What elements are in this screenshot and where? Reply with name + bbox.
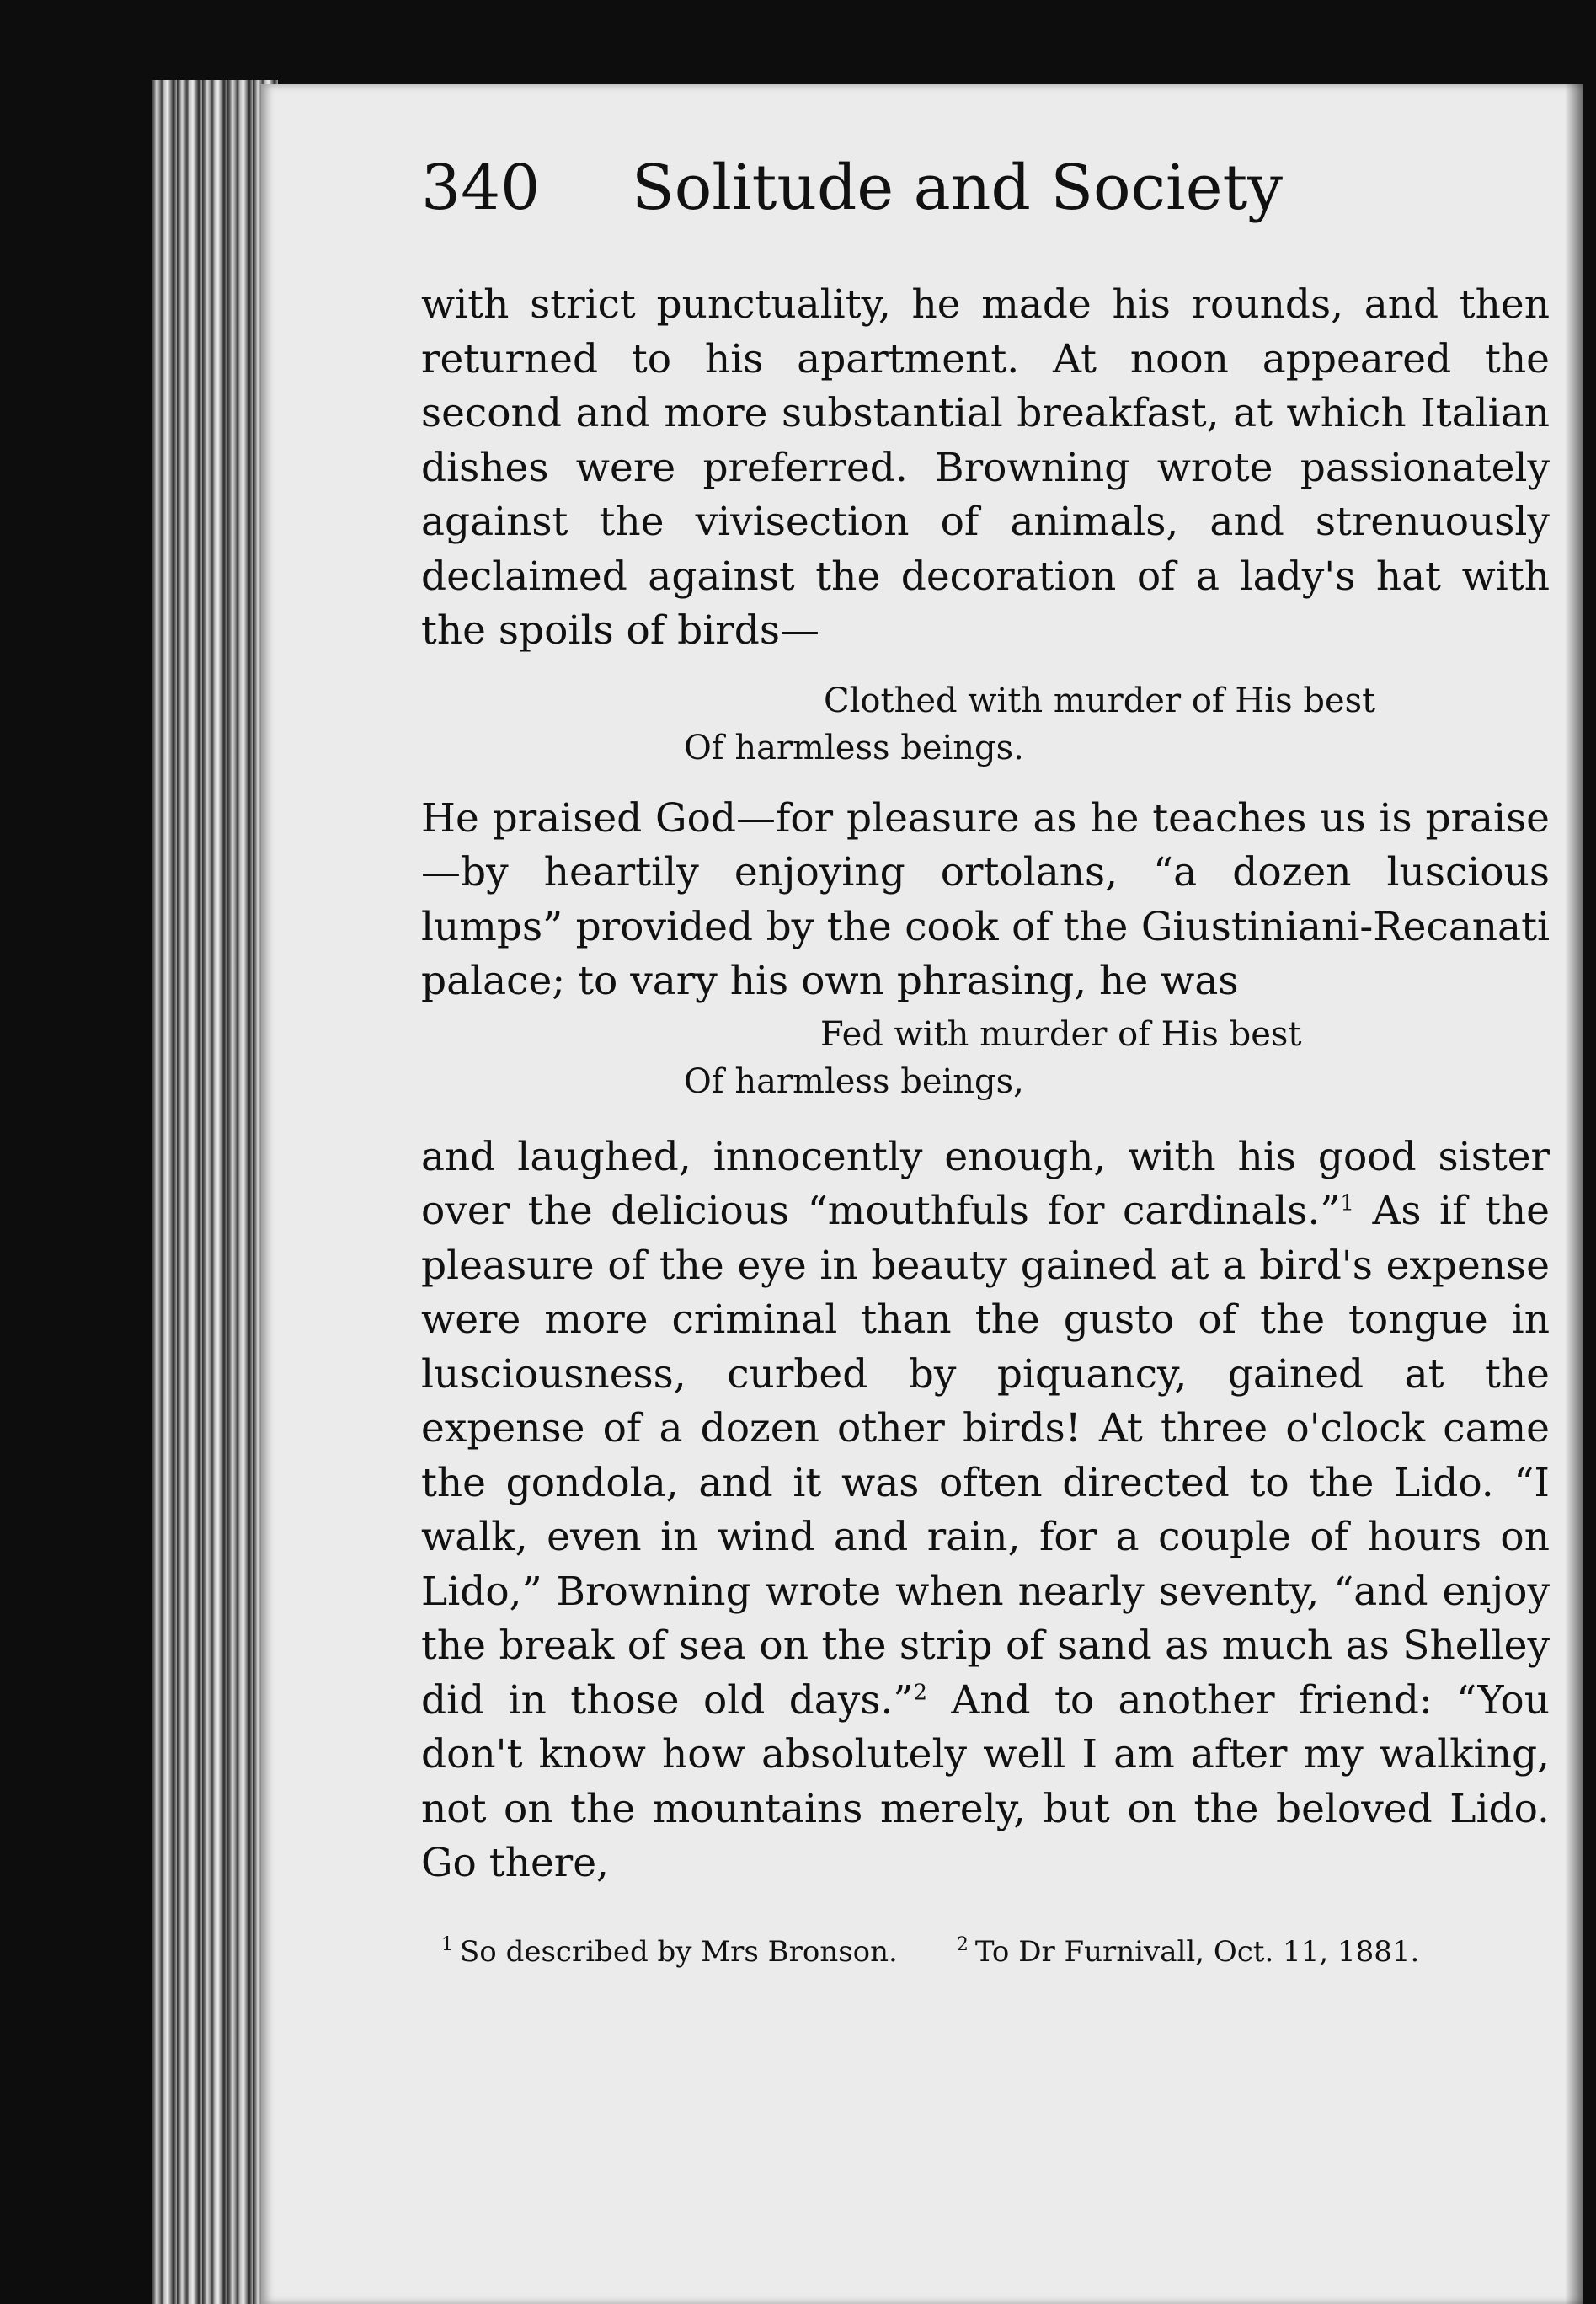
footnote-1-text: So described by Mrs Bronson.	[460, 1934, 898, 1969]
page-header	[421, 152, 1550, 278]
paragraph-2: He praised God—for pleasure as he teaches us is praise—by heartily enjoying ortolans, “a dozen luscious lumps” provided by the cook of the Giustiniani-Recanati palace; to vary his own phrasing, he was	[421, 794, 1550, 1004]
verse-2-line-1: Fed with murder of His best	[820, 1014, 1302, 1054]
verse-quote-2	[421, 1011, 1550, 1105]
footnote-2-mark: 2	[956, 1934, 969, 1956]
footnote-2	[957, 1932, 1419, 1972]
footnote-1-mark: 1	[441, 1934, 453, 1956]
footnotes	[421, 1932, 1550, 1972]
footnote-reference-2: 2	[913, 1679, 927, 1705]
verse-1-line-2: Of harmless beings.	[684, 728, 1024, 767]
footnote-1	[441, 1932, 898, 1972]
page-edge-shadow	[1565, 84, 1583, 2304]
paragraph-3-part-1: and laughed, innocently enough, with his good sister over the delicious “mouthfuls for cardinals.”	[421, 1133, 1550, 1234]
footnote-reference-1: 1	[1340, 1190, 1354, 1216]
verse-quote-1	[421, 677, 1550, 772]
paragraph-3-part-2: As if the pleasure of the eye in beauty gained at a bird's expense were more criminal than the gusto of the tongue in lusciousness, curbed by piquancy, gained at the expense of a dozen other birds! At three o'clock came the gondola, and it was often directed to the Lido. “I walk, even in wind and rain, for a couple of hours on Lido,” Browning wrote when nearly seventy, “and enjoy the break of sea on the strip of sand as much as Shelley did in those old days.”	[421, 1188, 1550, 1724]
verse-2-line-2: Of harmless beings,	[684, 1061, 1024, 1101]
footnote-2-text: To Dr Furnivall, Oct. 11, 1881.	[974, 1934, 1420, 1969]
book-page	[261, 84, 1583, 2304]
running-title: Solitude and Society	[632, 152, 1284, 224]
paragraph-3-part-3: And to another friend: “You don't know how absolutely well I am after my walking, not on the mountains merely, but on the beloved Lido. Go there,	[421, 1676, 1550, 1886]
page-text-block	[421, 152, 1550, 1972]
page-number: 340	[421, 152, 541, 224]
paragraph-3	[421, 1131, 1550, 1891]
book-page-edges	[152, 80, 278, 2304]
verse-1-line-1: Clothed with murder of His best	[824, 681, 1376, 720]
paragraph-1: with strict punctuality, he made his rounds, and then returned to his apartment. At noon appeared the second and more substantial breakfast, at which Italian dishes were preferred. Browning wrote passionately against the vivisection of animals, and strenuously declaimed against the decoration of a lady's hat with the spoils of birds—	[421, 281, 1550, 654]
